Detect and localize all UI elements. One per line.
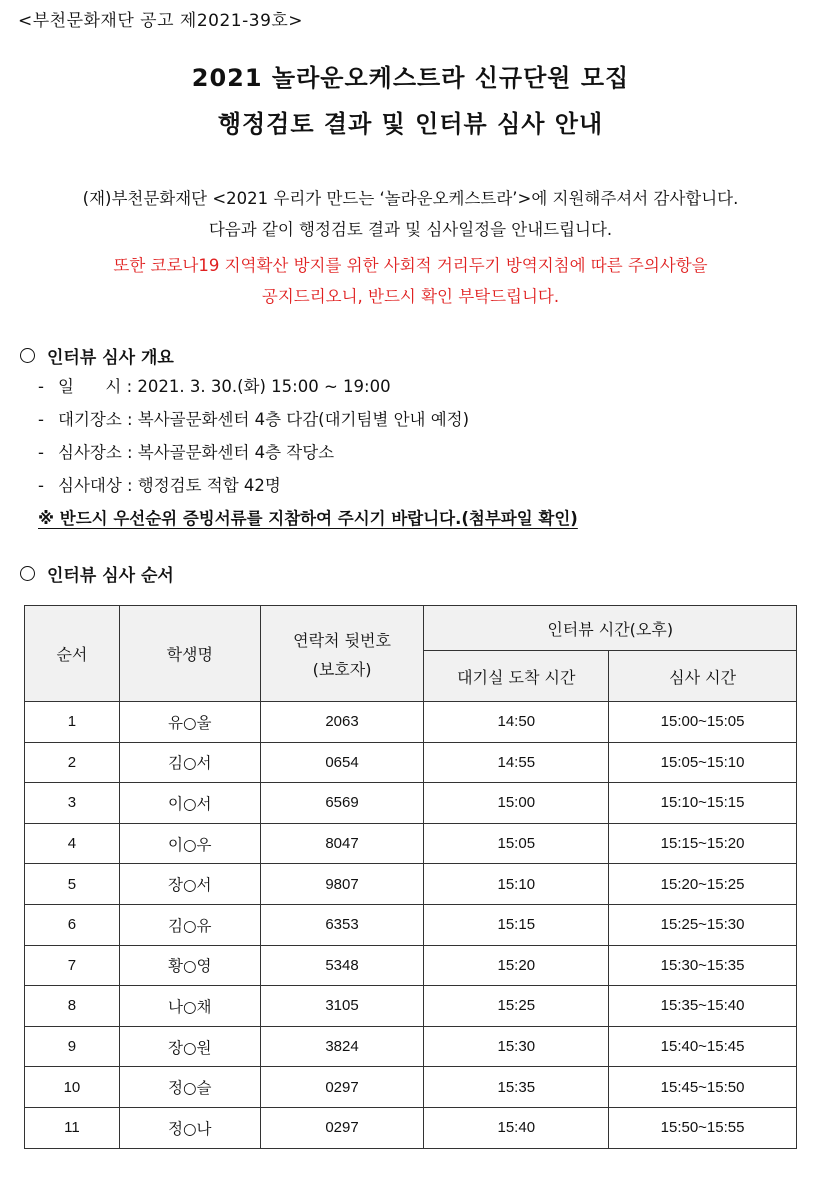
table-row	[25, 1026, 797, 1067]
intro-paragraph	[0, 183, 821, 245]
cell-student-name: 김○유	[119, 904, 260, 945]
detail-review-place: - 심사장소 : 복사골문화센터 4층 작당소	[38, 443, 335, 462]
detail-text: 심사장소 : 복사골문화센터 4층 작당소	[58, 443, 335, 462]
cell-order: 5	[25, 864, 120, 905]
cell-arrival-time: 15:05	[424, 823, 609, 864]
cell-phone: 2063	[260, 702, 424, 743]
cell-arrival-time: 15:15	[424, 904, 609, 945]
table-row	[25, 945, 797, 986]
detail-text: 일 시 : 2021. 3. 30.(화) 15:00 ~ 19:00	[58, 377, 391, 396]
cell-arrival-time: 15:00	[424, 783, 609, 824]
intro-line: 다음과 같이 행정검토 결과 및 심사일정을 안내드립니다.	[208, 220, 613, 239]
cell-arrival-time: 14:50	[424, 702, 609, 743]
cell-order: 1	[25, 702, 120, 743]
document-subtitle: 행정검토 결과 및 인터뷰 심사 안내	[217, 110, 604, 138]
intro-line: (재)부천문화재단 <2021 우리가 만드는 ‘놀라운오케스트라’>에 지원해주셔서 감사합니다.	[82, 189, 739, 208]
cell-review-time: 15:45~15:50	[609, 1067, 797, 1108]
cell-student-name: 이○우	[119, 823, 260, 864]
cell-arrival-time: 15:20	[424, 945, 609, 986]
cell-student-name: 김○서	[119, 742, 260, 783]
cell-phone: 8047	[260, 823, 424, 864]
detail-text: 심사대상 : 행정검토 적합 42명	[58, 476, 281, 495]
cell-review-time: 15:00~15:05	[609, 702, 797, 743]
cell-review-time: 15:30~15:35	[609, 945, 797, 986]
header-name: 학생명	[119, 606, 260, 702]
notice-number: <부천문화재단 공고 제2021-39호>	[18, 11, 304, 31]
cell-order: 3	[25, 783, 120, 824]
cell-arrival-time: 15:25	[424, 986, 609, 1027]
cell-order: 9	[25, 1026, 120, 1067]
table-row	[25, 986, 797, 1027]
cell-review-time: 15:10~15:15	[609, 783, 797, 824]
cell-phone: 0297	[260, 1067, 424, 1108]
cell-student-name: 황○영	[119, 945, 260, 986]
cell-phone: 3824	[260, 1026, 424, 1067]
cell-review-time: 15:35~15:40	[609, 986, 797, 1027]
cell-review-time: 15:40~15:45	[609, 1026, 797, 1067]
header-interview-time: 인터뷰 시간(오후)	[424, 606, 797, 651]
interview-schedule-table	[24, 605, 797, 1149]
table-row	[25, 1067, 797, 1108]
cell-review-time: 15:50~15:55	[609, 1107, 797, 1148]
cell-order: 4	[25, 823, 120, 864]
detail-text: 대기장소 : 복사골문화센터 4층 다감(대기팀별 안내 예정)	[58, 410, 470, 429]
document-title: 2021 놀라운오케스트라 신규단원 모집	[191, 64, 630, 92]
cell-student-name: 정○나	[119, 1107, 260, 1148]
cell-review-time: 15:25~15:30	[609, 904, 797, 945]
detail-schedule: - 일 시 : 2021. 3. 30.(화) 15:00 ~ 19:00	[38, 377, 391, 396]
cell-phone: 6353	[260, 904, 424, 945]
cell-order: 7	[25, 945, 120, 986]
notice-line: 공지드리오니, 반드시 확인 부탁드립니다.	[261, 287, 560, 306]
cell-review-time: 15:20~15:25	[609, 864, 797, 905]
detail-waiting-place: - 대기장소 : 복사골문화센터 4층 다감(대기팀별 안내 예정)	[38, 410, 470, 429]
circle-bullet-icon	[20, 566, 35, 581]
header-phone-line: 연락처 뒷번호	[293, 630, 391, 650]
cell-student-name: 이○서	[119, 783, 260, 824]
cell-phone: 3105	[260, 986, 424, 1027]
section-heading-overview	[20, 343, 174, 368]
cell-student-name: 장○원	[119, 1026, 260, 1067]
cell-arrival-time: 15:30	[424, 1026, 609, 1067]
cell-order: 2	[25, 742, 120, 783]
table-row	[25, 1107, 797, 1148]
circle-bullet-icon	[20, 348, 35, 363]
cell-arrival-time: 14:55	[424, 742, 609, 783]
header-review-time: 심사 시간	[609, 651, 797, 702]
cell-phone: 0654	[260, 742, 424, 783]
table-row	[25, 742, 797, 783]
cell-order: 6	[25, 904, 120, 945]
cell-order: 11	[25, 1107, 120, 1148]
table-row	[25, 904, 797, 945]
cell-student-name: 장○서	[119, 864, 260, 905]
notice-line: 또한 코로나19 지역확산 방지를 위한 사회적 거리두기 방역지침에 따른 주의사항을	[113, 256, 708, 275]
cell-order: 10	[25, 1067, 120, 1108]
cell-student-name: 정○슬	[119, 1067, 260, 1108]
cell-review-time: 15:15~15:20	[609, 823, 797, 864]
table-row	[25, 864, 797, 905]
table-row	[25, 702, 797, 743]
cell-arrival-time: 15:40	[424, 1107, 609, 1148]
header-phone-line: (보호자)	[312, 659, 372, 679]
cell-student-name: 나○채	[119, 986, 260, 1027]
cell-phone: 5348	[260, 945, 424, 986]
header-order: 순서	[25, 606, 120, 702]
covid-notice	[0, 250, 821, 312]
header-arrival-time: 대기실 도착 시간	[424, 651, 609, 702]
cell-review-time: 15:05~15:10	[609, 742, 797, 783]
cell-arrival-time: 15:35	[424, 1067, 609, 1108]
cell-arrival-time: 15:10	[424, 864, 609, 905]
cell-student-name: 유○울	[119, 702, 260, 743]
cell-phone: 0297	[260, 1107, 424, 1148]
cell-order: 8	[25, 986, 120, 1027]
table-row	[25, 783, 797, 824]
header-phone	[260, 606, 424, 702]
section-heading-order	[20, 561, 174, 586]
overview-details	[38, 374, 578, 539]
section-title: 인터뷰 심사 개요	[47, 348, 174, 368]
section-title: 인터뷰 심사 순서	[47, 566, 174, 586]
cell-phone: 9807	[260, 864, 424, 905]
detail-target: - 심사대상 : 행정검토 적합 42명	[38, 476, 281, 495]
table-row	[25, 823, 797, 864]
warning-note: ※ 반드시 우선순위 증빙서류를 지참하여 주시기 바랍니다.(첨부파일 확인)	[38, 509, 578, 528]
cell-phone: 6569	[260, 783, 424, 824]
